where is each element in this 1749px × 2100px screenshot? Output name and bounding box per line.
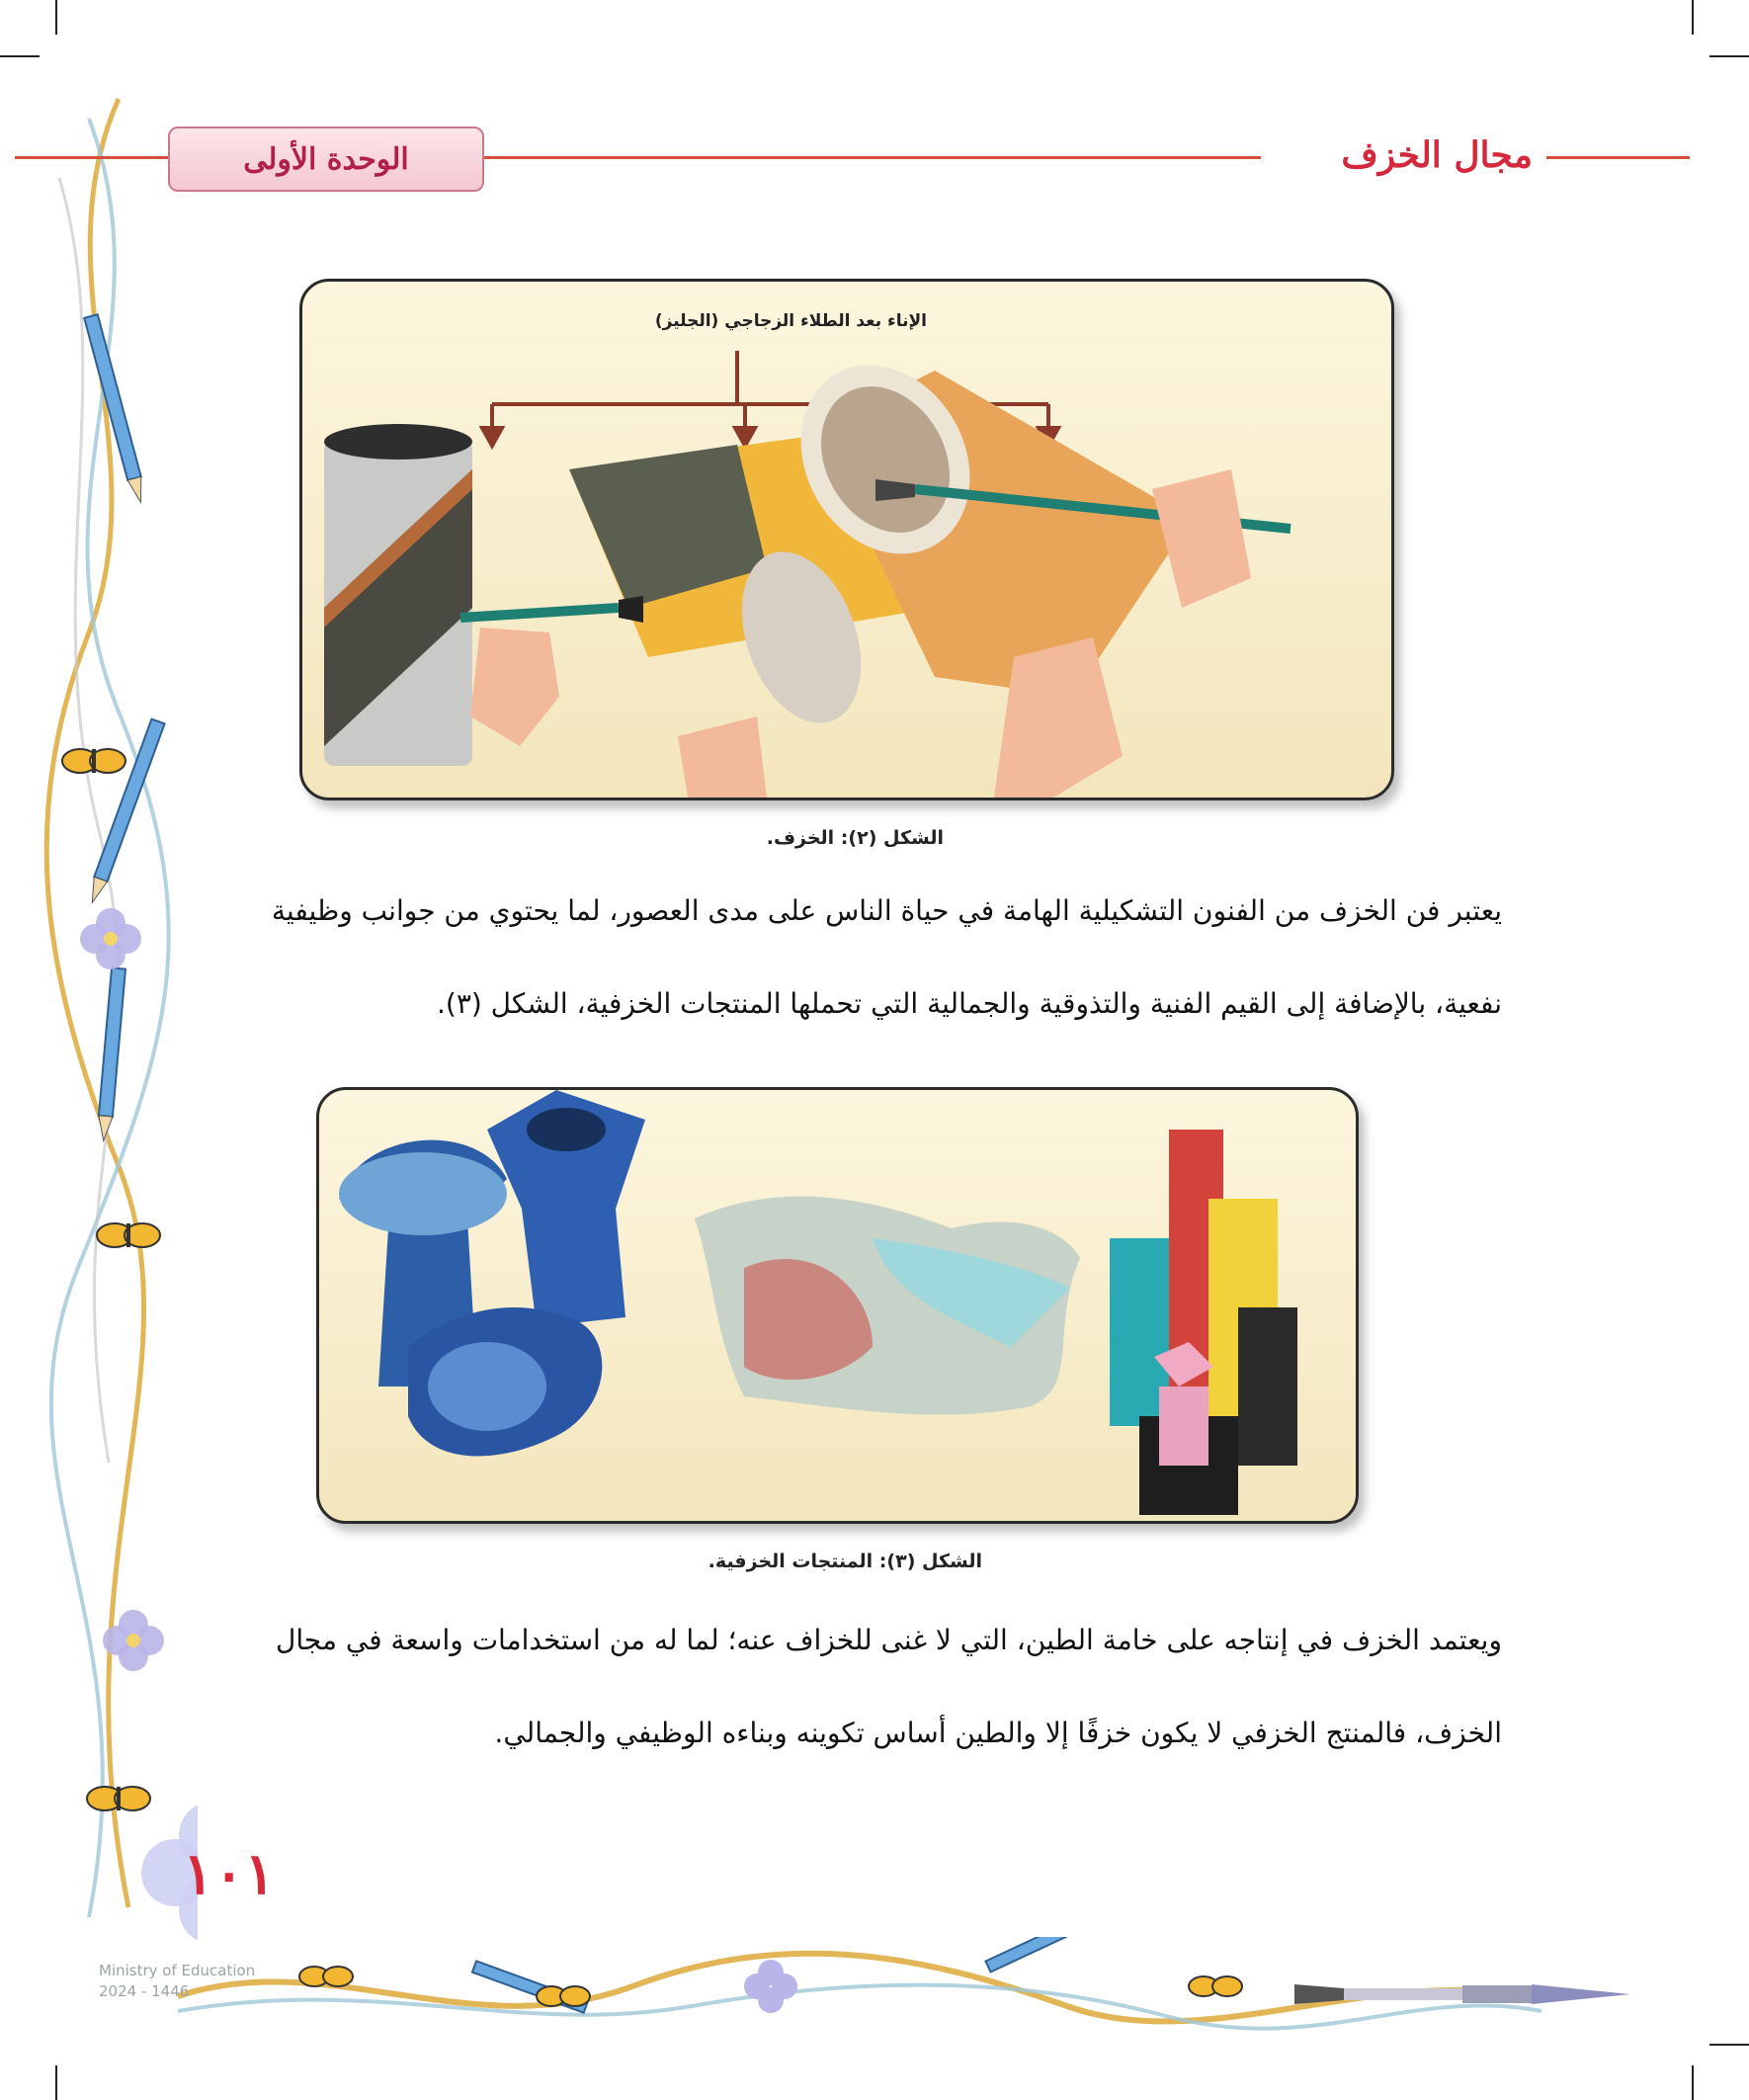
butterfly-icon	[97, 1223, 160, 1247]
paintbrush-icon	[460, 596, 643, 623]
left-decorative-border	[0, 79, 198, 1957]
pencil-icon	[985, 1937, 1098, 1972]
butterfly-icon	[537, 1986, 590, 2006]
crop-mark	[0, 55, 40, 57]
figure-3-caption: الشكل (٣): المنتجات الخزفية.	[708, 1551, 982, 1572]
paragraph-1-line-1: يعتبر فن الخزف من الفنون التشكيلية الهامة في حياة الناس على مدى العصور، لما يحتوي من جوانب وظيفية	[271, 894, 1502, 927]
hand	[470, 628, 559, 746]
crop-mark	[1692, 0, 1694, 35]
glazed-vase	[324, 424, 472, 766]
pencil-icon	[97, 967, 125, 1141]
header-rule-left	[15, 156, 173, 159]
figure-2-illustration	[302, 282, 1391, 798]
crop-mark	[1709, 55, 1749, 57]
figure-3-illustration	[319, 1090, 1356, 1521]
ministry-name: Ministry of Education	[99, 1962, 256, 1979]
hand	[994, 637, 1123, 798]
crop-mark	[55, 0, 57, 35]
crop-mark	[1692, 2065, 1694, 2100]
figure-2-label: الإناء بعد الطلاء الزجاجي (الجليز)	[654, 311, 927, 331]
flower-icon	[80, 908, 141, 969]
flower-icon	[744, 1960, 797, 2013]
hand	[1152, 469, 1251, 608]
edition-year: 2024 - 1446	[99, 1982, 190, 2000]
paragraph-2-line-2: الخزف، فالمنتج الخزفي لا يكون خزفًا إلا والطين أساس تكوينه وبناءه الوظيفي والجمالي.	[494, 1717, 1502, 1749]
figure-2-frame	[299, 279, 1394, 800]
crop-mark	[55, 2065, 57, 2100]
section-title: مجال الخزف	[1327, 134, 1546, 176]
figure-2-caption: الشكل (٢): الخزف.	[766, 827, 944, 849]
butterfly-icon	[1189, 1976, 1242, 1996]
butterfly-icon	[299, 1967, 353, 1986]
paragraph-2-line-1: ويعتمد الخزف في إنتاجه على خامة الطين، التي لا غنى للخزاف عنه؛ لما له من استخدامات واسعة في مجال	[276, 1624, 1502, 1656]
pencil-icon	[84, 314, 147, 504]
page-number: ١٠١	[183, 1840, 276, 1907]
butterfly-icon	[62, 749, 125, 773]
hand	[678, 716, 767, 798]
unit-banner	[168, 126, 484, 192]
butterfly-icon	[87, 1787, 150, 1810]
bottom-decorative-border	[178, 1937, 1700, 2046]
crop-mark	[1709, 2044, 1749, 2046]
raku-platter	[695, 1197, 1080, 1415]
colorful-vases	[1110, 1130, 1297, 1515]
blue-ceramic-vases	[339, 1090, 645, 1456]
paragraph-1-line-2: نفعية، بالإضافة إلى القيم الفنية والتذوقية والجمالية التي تحملها المنتجات الخزفية، الشكل (٣).	[436, 987, 1502, 1020]
header-rule-middle	[482, 156, 1261, 159]
figure-3-frame	[316, 1087, 1359, 1524]
unit-title: الوحدة الأولى	[243, 141, 409, 177]
